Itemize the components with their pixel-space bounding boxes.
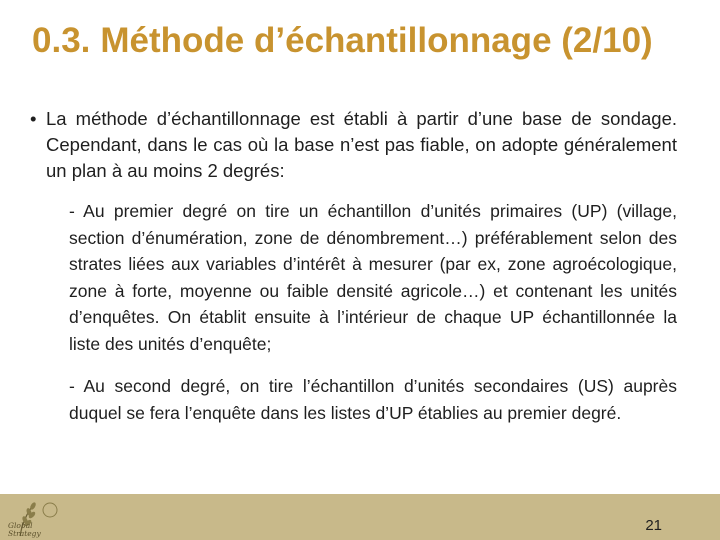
sub-item-first-degree: - Au premier degré on tire un échantillon d’unités primaires (UP) (village, section d’énumération, zone de dénombrement…) préférablement selon des strates liées aux variables d’intérêt à mesurer (par ex, zone agroécologique, zone à forte, moyenne ou faible densité agricole…) et contenant les unités d’enquêtes. On établit ensuite à l’intérieur de chaque UP échantillonnée la liste des unités d’enquête; [69,201,677,354]
slide-content [32,106,677,442]
bullet-dot-icon: • [30,108,37,129]
page-number: 21 [645,517,662,534]
footer-bar [0,494,720,540]
sub-item-second-degree: - Au second degré, on tire l’échantillon d’unités secondaires (US) auprès duquel se fera l’enquête dans les listes d’UP établies au premier degré. [69,376,677,423]
title-text: Méthode d’échantillonnage (2/10) [100,21,653,60]
main-bullet-text: La méthode d’échantillonnage est établi à partir d’une base de sondage. Cependant, dans le cas où la base n’est pas fiable, on adopte généralement un plan à au moins 2 degrés: [46,108,677,181]
title-number: 0.3. [32,21,91,60]
logo-text: Global Strategy [8,521,41,538]
main-bullet [32,106,677,184]
slide-title [32,22,692,60]
